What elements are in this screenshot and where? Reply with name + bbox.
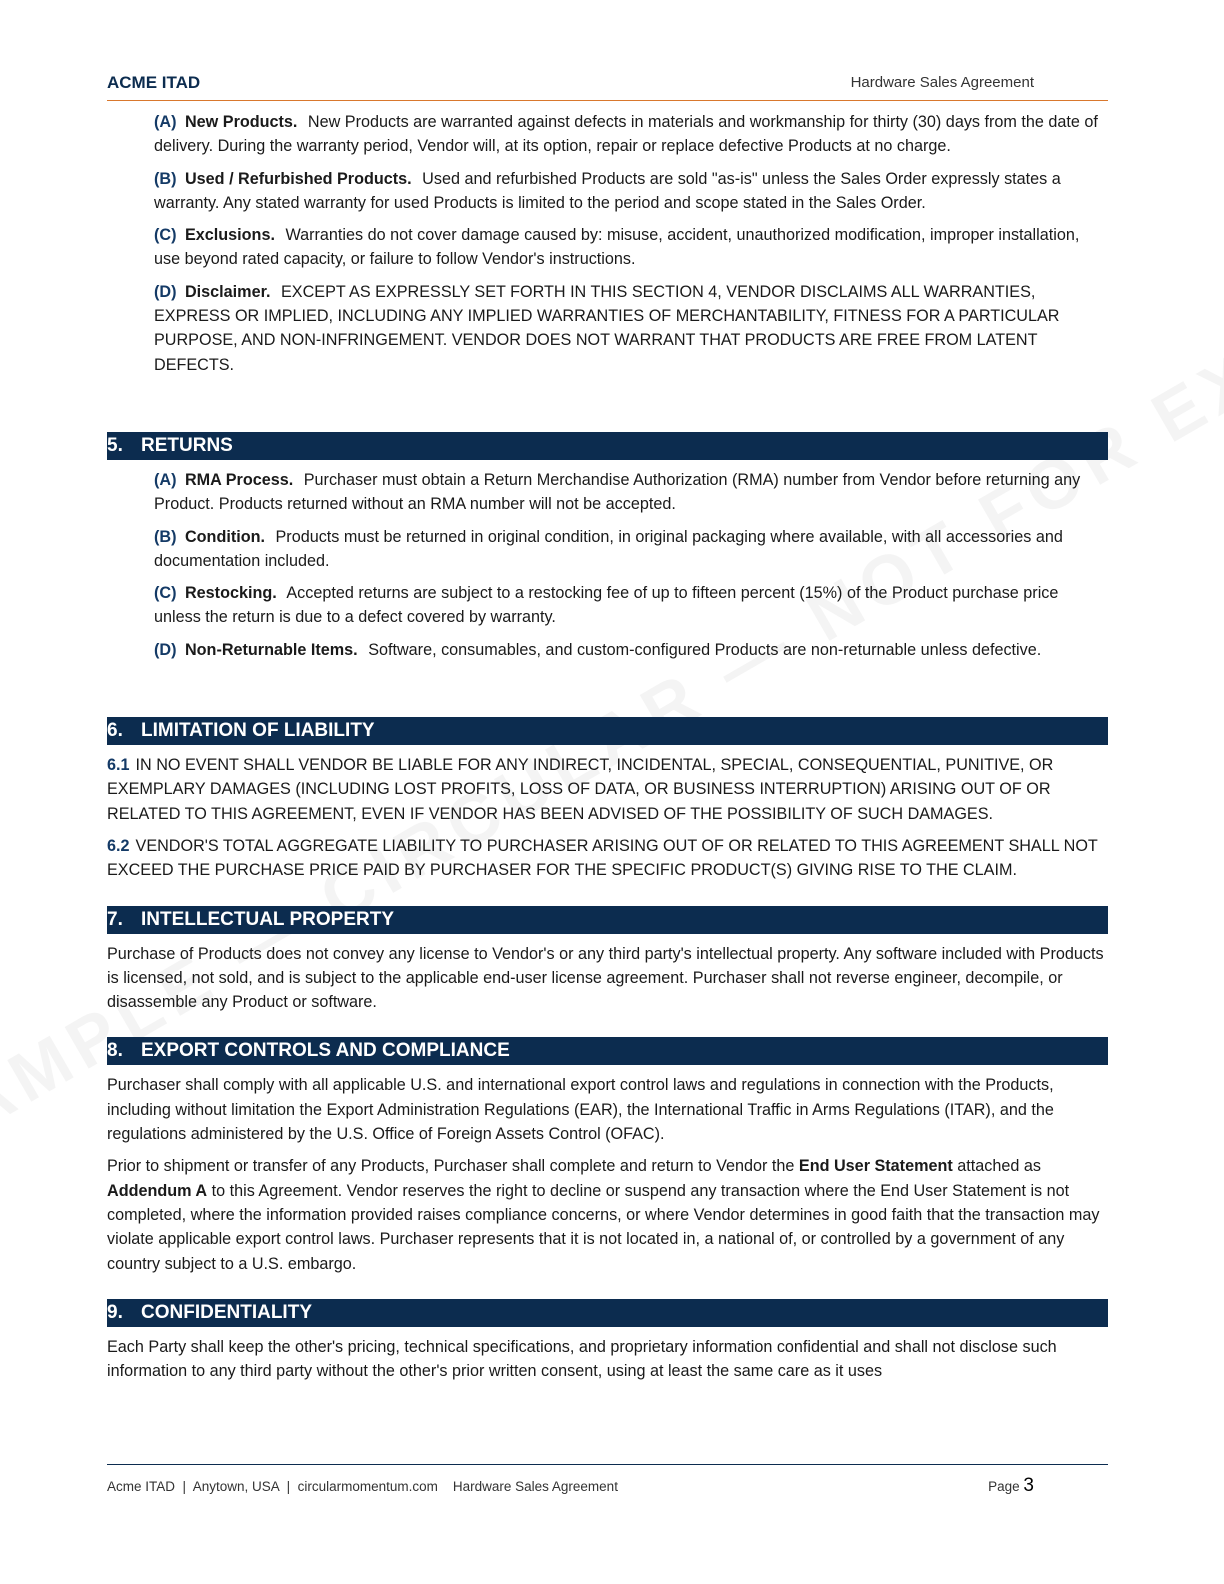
- clause-label: (D): [154, 282, 177, 301]
- clause-title: RMA Process.: [184, 470, 294, 489]
- footer-page: [988, 1475, 1034, 1497]
- clause-label: (C): [154, 226, 177, 245]
- warranty-clause-d: [154, 280, 1108, 377]
- warranty-clause-b: [154, 167, 1108, 216]
- export-paragraph-1: Purchaser shall comply with all applicable U.S. and international export control laws and regulations in connection with the Products, including without limitation the Export Administration Regulations (EAR), the International Traffic in Arms Regulations (ITAR), and the regulations administered by the U.S. Office of Foreign Assets Control (OFAC).: [107, 1076, 1054, 1144]
- clause-label: (C): [154, 584, 177, 603]
- clause-title: Exclusions.: [184, 226, 275, 245]
- section-number: 8.: [107, 1040, 123, 1062]
- export-paragraph-2: [107, 1154, 1108, 1275]
- section-title: CONFIDENTIALITY: [141, 1301, 312, 1323]
- paragraph-number: 6.1: [107, 756, 130, 775]
- export-text-part: to this Agreement. Vendor reserves the right to decline or suspend any transaction where the End User Statement is not completed, where the information provided raises compliance concerns, or where Vendor determines in good faith that the transaction may violate applicable export control laws. Purchaser represents that it is not located in, a national of, or controlled by a government of any country subject to a U.S. embargo.: [107, 1181, 1100, 1273]
- clause-text: EXCEPT AS EXPRESSLY SET FORTH IN THIS SECTION 4, VENDOR DISCLAIMS ALL WARRANTIES, EXPRESS OR IMPLIED, INCLUDING ANY IMPLIED WARRANTIES OF MERCHANTABILITY, FITNESS FOR A PARTICULAR PURPOSE, AND NON-INFRINGEMENT. VENDOR DOES NOT WARRANT THAT PRODUCTS ARE FREE FROM LATENT DEFECTS.: [154, 282, 1060, 374]
- paragraph-number: 6.2: [107, 836, 130, 855]
- clause-title: Restocking.: [184, 584, 277, 603]
- paragraph-text: IN NO EVENT SHALL VENDOR BE LIABLE FOR ANY INDIRECT, INCIDENTAL, SPECIAL, CONSEQUENTIAL, PUNITIVE, OR EXEMPLARY DAMAGES (INCLUDING LOST PROFITS, LOSS OF DATA, OR BUSINESS INTERRUPTION) ARISING OUT OF OR RELATED TO THIS AGREEMENT, EVEN IF VENDOR HAS BEEN ADVISED OF THE POSSIBILITY OF SUCH DAMAGES.: [107, 756, 1054, 823]
- section-heading-liability: [107, 717, 1108, 745]
- clause-label: (B): [154, 527, 177, 546]
- ip-paragraph: Purchase of Products does not convey any license to Vendor's or any third party's intellectual property. Any software included with Products is licensed, not sold, and is subject to the applicable end-user license agreement. Purchaser shall not reverse engineer, decompile, or disassemble any Product or software.: [107, 944, 1104, 1012]
- page-footer: [107, 1464, 1108, 1496]
- clause-text: Used and refurbished Products are sold "as-is" unless the Sales Order expressly states a warranty. Any stated warranty for used Products is limited to the period and scope stated in the Sales Order.: [154, 169, 1061, 212]
- clause-label: (D): [154, 640, 177, 659]
- page-header: [107, 71, 1108, 101]
- liability-paragraph-6-1: [107, 753, 1108, 826]
- clause-text: New Products are warranted against defects in materials and workmanship for thirty (30) days from the date of delivery. During the warranty period, Vendor will, at its option, repair or replace defective Products at no charge.: [154, 113, 1098, 156]
- clause-text: Software, consumables, and custom-configured Products are non-returnable unless defective.: [368, 640, 1042, 659]
- export-text-part: attached as: [952, 1157, 1041, 1176]
- section-heading-export: [107, 1037, 1108, 1065]
- header-brand: ACME ITAD: [107, 73, 201, 92]
- section-heading-ip: [107, 906, 1108, 934]
- section-number: 5.: [107, 434, 123, 456]
- clause-label: (A): [154, 470, 177, 489]
- warranty-clause-c: [154, 223, 1108, 272]
- section-heading-returns: [107, 432, 1108, 460]
- returns-clause-a: [154, 468, 1108, 517]
- document-body: [107, 110, 1108, 1391]
- section-heading-confidentiality: [107, 1299, 1108, 1327]
- clause-title: Used / Refurbished Products.: [184, 169, 412, 188]
- clause-text: Warranties do not cover damage caused by: misuse, accident, unauthorized modification, improper installation, use beyond rated capacity, or failure to follow Vendor's instructions.: [154, 226, 1080, 269]
- end-user-statement-term: End User Statement: [798, 1157, 953, 1176]
- section-title: INTELLECTUAL PROPERTY: [141, 908, 394, 930]
- returns-clause-d: [154, 638, 1108, 662]
- clause-title: Condition.: [184, 527, 265, 546]
- clause-title: Non-Returnable Items.: [184, 640, 358, 659]
- clause-title: Disclaimer.: [184, 282, 271, 301]
- section-number: 7.: [107, 908, 123, 930]
- clause-text: Products must be returned in original condition, in original packaging where available, with all accessories and documentation included.: [154, 527, 1063, 570]
- section-title: LIMITATION OF LIABILITY: [141, 720, 375, 742]
- export-text-part: Prior to shipment or transfer of any Products, Purchaser shall complete and return to Vendor the: [107, 1157, 799, 1176]
- footer-company-info: Acme ITAD | Anytown, USA | circularmomentum.com Hardware Sales Agreement: [107, 1479, 618, 1494]
- clause-text: Accepted returns are subject to a restocking fee of up to fifteen percent (15%) of the Product purchase price unless the return is due to a defect covered by warranty.: [154, 584, 1059, 627]
- clause-title: New Products.: [184, 113, 298, 131]
- returns-clause-b: [154, 525, 1108, 574]
- paragraph-text: VENDOR'S TOTAL AGGREGATE LIABILITY TO PURCHASER ARISING OUT OF OR RELATED TO THIS AGREEMENT SHALL NOT EXCEED THE PURCHASE PRICE PAID BY PURCHASER FOR THE SPECIFIC PRODUCT(S) GIVING RISE TO THE CLAIM.: [107, 836, 1098, 880]
- addendum-a-term: Addendum A: [107, 1181, 208, 1200]
- header-document-title: Hardware Sales Agreement: [850, 74, 1034, 91]
- page-label: Page: [988, 1479, 1024, 1494]
- clause-label: (B): [154, 169, 177, 188]
- liability-paragraph-6-2: [107, 834, 1108, 883]
- section-title: EXPORT CONTROLS AND COMPLIANCE: [141, 1040, 510, 1062]
- section-number: 6.: [107, 720, 123, 742]
- clause-label: (A): [154, 113, 177, 131]
- page-number: 3: [1023, 1475, 1034, 1496]
- returns-clause-c: [154, 581, 1108, 630]
- section-number: 9.: [107, 1301, 123, 1323]
- confidentiality-paragraph: Each Party shall keep the other's pricing, technical specifications, and proprietary information confidential and shall not disclose such information to any third party without the other's prior written consent, using at least the same care as it uses: [107, 1337, 1057, 1381]
- warranty-clause-a: [154, 110, 1108, 159]
- clause-text: Purchaser must obtain a Return Merchandise Authorization (RMA) number from Vendor before returning any Product. Products returned without an RMA number will not be accepted.: [154, 470, 1081, 514]
- section-title: RETURNS: [141, 434, 233, 456]
